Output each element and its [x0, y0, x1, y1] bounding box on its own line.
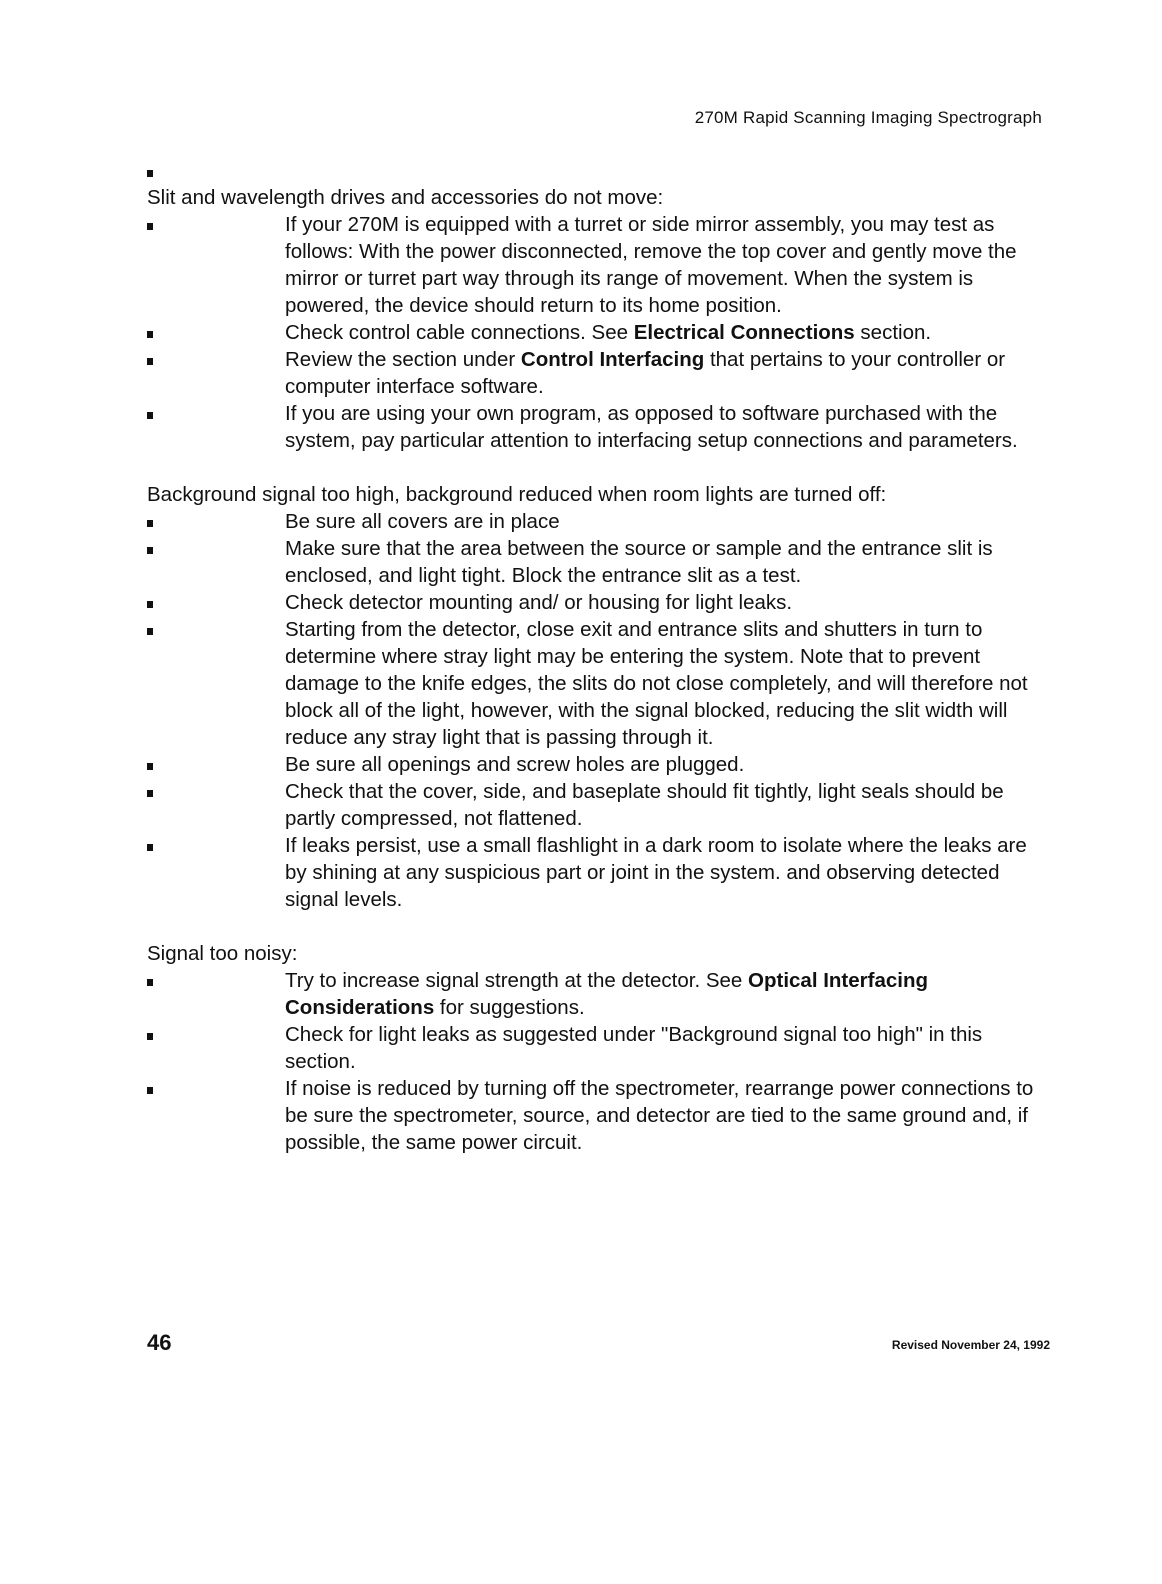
list-item	[147, 1021, 1052, 1075]
bullet-icon	[147, 832, 285, 859]
revision-date: Revised November 24, 1992	[891, 1338, 1050, 1352]
troubleshooting-section	[147, 940, 1052, 1156]
text-run: Check for light leaks as suggested under "Background signal too high" in this section.	[285, 1023, 983, 1073]
bullet-icon	[147, 170, 153, 177]
cross-reference: Control Interfacing	[520, 348, 705, 371]
list-item-text	[285, 211, 1052, 319]
bullet-icon	[147, 346, 285, 373]
text-run: Check that the cover, side, and baseplate should fit tightly, light seals should be partly compressed, not flattened.	[285, 780, 1004, 830]
list-item	[147, 319, 1052, 346]
bullet-icon	[147, 616, 285, 643]
bullet-icon	[147, 400, 285, 427]
list-item	[147, 832, 1052, 913]
list-item-text	[285, 400, 1052, 454]
bullet-icon	[147, 508, 285, 535]
text-run: Check detector mounting and/ or housing for light leaks.	[285, 591, 793, 614]
list-item	[147, 616, 1052, 751]
list-item	[147, 346, 1052, 400]
text-run: that pertains to your controller or computer interface software.	[285, 348, 1006, 398]
sections-container	[147, 184, 1052, 1156]
text-run: If you are using your own program, as opposed to software purchased with the system, pay particular attention to interfacing setup connections and parameters.	[285, 402, 1018, 452]
troubleshooting-section	[147, 184, 1052, 454]
list-item	[147, 778, 1052, 832]
list-item	[147, 400, 1052, 454]
text-run: Be sure all covers are in place	[285, 510, 560, 533]
bullet-icon	[147, 967, 285, 994]
list-item	[147, 1075, 1052, 1156]
text-run: section.	[854, 321, 932, 344]
cross-reference: Electrical Connections	[633, 321, 855, 344]
text-run: If your 270M is equipped with a turret or side mirror assembly, you may test as follows: With the power disconnected, remove the top cover and gently move the mirror or turret part way through its range of movement. When the system is powered, the device should return to its home position.	[285, 213, 1017, 317]
list-item	[147, 211, 1052, 319]
list-item-text	[285, 535, 1052, 589]
text-run: Try to increase signal strength at the detector. See	[285, 969, 749, 992]
bullet-icon	[147, 589, 285, 616]
document-body	[147, 162, 1052, 1183]
text-run: Be sure all openings and screw holes are plugged.	[285, 753, 745, 776]
troubleshooting-section	[147, 481, 1052, 913]
section-heading: Signal too noisy:	[147, 942, 298, 965]
bullet-icon	[147, 535, 285, 562]
bullet-icon	[147, 778, 285, 805]
list-item	[147, 751, 1052, 778]
list-item	[147, 589, 1052, 616]
list-item-text	[285, 967, 1052, 1021]
text-run: Check control cable connections. See	[285, 321, 634, 344]
text-run: Make sure that the area between the source or sample and the entrance slit is enclosed, and light tight. Block the entrance slit as a test.	[285, 537, 993, 587]
bullet-icon	[147, 319, 285, 346]
text-run: If noise is reduced by turning off the spectrometer, rearrange power connections to be sure the spectrometer, source, and detector are tied to the same ground and, if possible, the same power circuit.	[285, 1077, 1034, 1154]
list-item-text	[285, 508, 1052, 535]
text-run: for suggestions.	[434, 996, 585, 1019]
text-run: Starting from the detector, close exit and entrance slits and shutters in turn to determine where stray light may be entering the system. Note that to prevent damage to the knife edges, the slits do not close completely, and will therefore not block all of the light, however, with the signal blocked, reducing the slit width will reduce any stray light that is passing through it.	[285, 618, 1028, 749]
list-item	[147, 535, 1052, 589]
bullet-icon	[147, 1075, 285, 1102]
text-run: Review the section under	[285, 348, 521, 371]
bullet-icon	[147, 751, 285, 778]
list-item-text	[285, 1075, 1052, 1156]
page-number: 46	[147, 1330, 172, 1355]
list-item-text	[285, 778, 1052, 832]
list-item-text	[285, 1021, 1052, 1075]
text-run: If leaks persist, use a small flashlight in a dark room to isolate where the leaks are by shining at any suspicious part or joint in the system. and observing detected signal levels.	[285, 834, 1027, 911]
list-item-text	[285, 832, 1052, 913]
list-item-text	[285, 616, 1052, 751]
cross-reference: Optical Interfacing Considerations	[285, 969, 929, 1019]
stray-bullet	[147, 162, 1052, 184]
bullet-icon	[147, 1021, 285, 1048]
section-heading: Background signal too high, background reduced when room lights are turned off:	[147, 483, 887, 506]
bullet-icon	[147, 211, 285, 238]
running-header: 270M Rapid Scanning Imaging Spectrograph	[694, 108, 1042, 127]
list-item-text	[285, 346, 1052, 400]
list-item	[147, 967, 1052, 1021]
list-item	[147, 508, 1052, 535]
list-item-text	[285, 751, 1052, 778]
list-item-text	[285, 319, 1052, 346]
list-item-text	[285, 589, 1052, 616]
section-heading: Slit and wavelength drives and accessories do not move:	[147, 186, 664, 209]
